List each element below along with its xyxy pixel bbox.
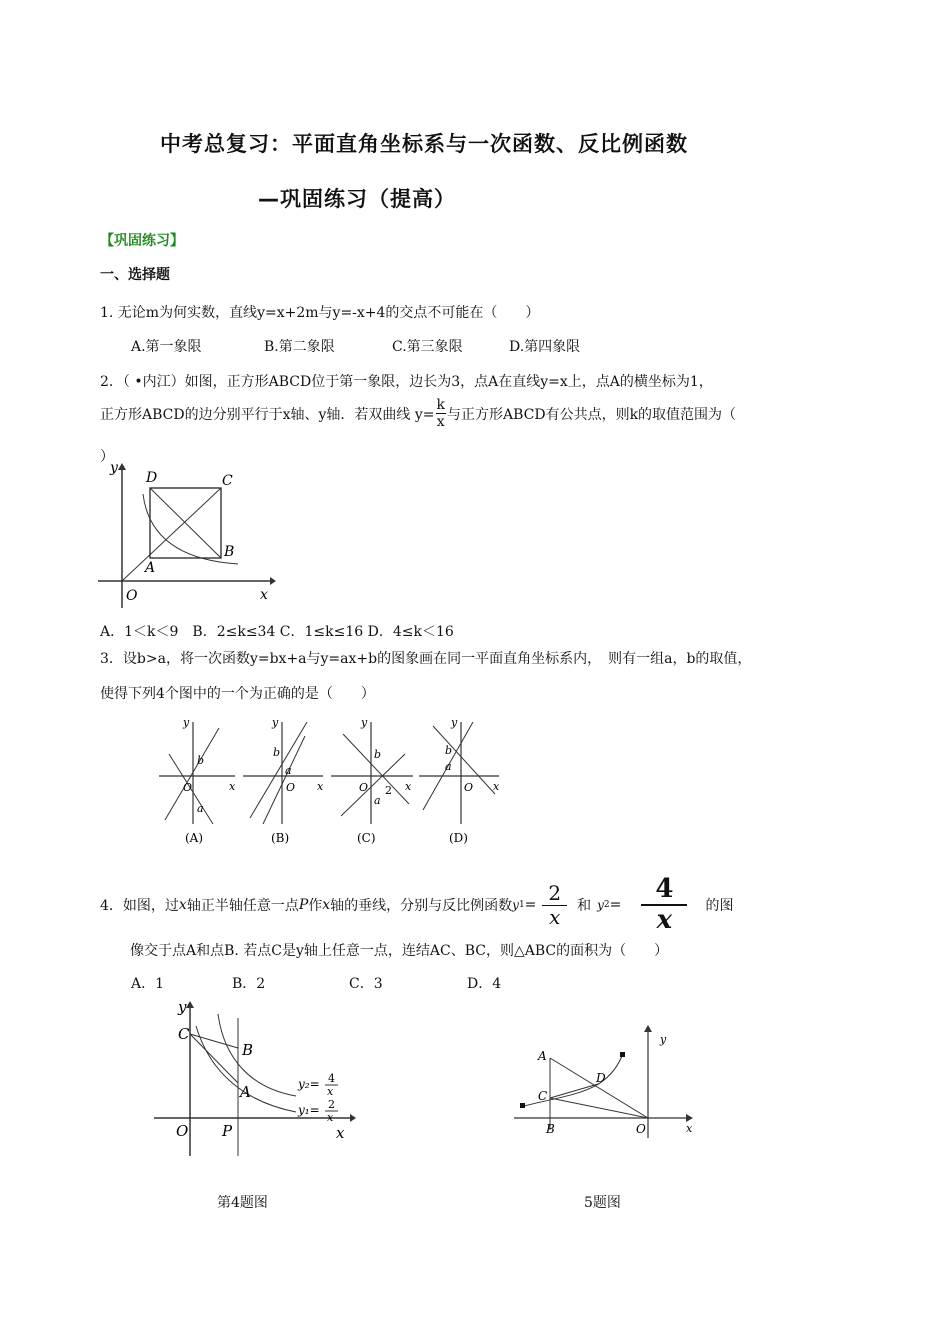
q3-c-label-y: y (361, 716, 368, 729)
q4-line2: 像交于点A和点B. 若点C是y轴上任意一点，连结AC、BC，则△ABC的面积为（ ） (130, 943, 669, 959)
q2-frac-num: k (436, 397, 445, 413)
q4-end: 的图 (705, 897, 734, 914)
q4-option-d: D．4 (467, 976, 502, 992)
q4-label-o: O (176, 1122, 189, 1140)
q3-d-label-x: x (493, 780, 500, 793)
q2-line3: ） (100, 449, 114, 465)
fig5-caption: 5题图 (584, 1195, 621, 1211)
q4-p-var: P (298, 896, 309, 913)
q3-a-label-o: O (183, 781, 193, 794)
q2-options: A．1＜k＜9 B．2≤k≤34 C．1≤k≤16 D．4≤k＜16 (100, 624, 454, 640)
q4-option-a: A．1 (131, 976, 165, 992)
q4-frac2 (641, 876, 687, 933)
q3-c-label-b: b (374, 748, 382, 761)
q3-d-label-b: b (445, 744, 453, 757)
q4-line1 (100, 876, 733, 933)
fig5-label-b: B (546, 1122, 555, 1136)
fig5-label-c: C (538, 1089, 548, 1103)
q4-curve-y2 (218, 1014, 296, 1096)
q3-line2: 使得下列4个图中的一个为正确的是（ ） (100, 686, 375, 702)
q3-d-label-a: a (445, 760, 452, 773)
q3-panel-b (243, 716, 324, 845)
q4-mid3: 轴的垂线，分别与反比例函数 (330, 897, 513, 914)
q4-frac2-den: x (656, 905, 673, 935)
q4-figure (150, 998, 360, 1158)
q4-mid: 轴正半轴任意一点 (186, 897, 299, 914)
q2-line1: 2．（ •内江）如图，正方形ABCD位于第一象限，边长为3，点A在直线y=x上，点A的横坐标为1， (100, 374, 713, 390)
fig5-label-o: O (636, 1122, 646, 1136)
q4-x-arrow (350, 1114, 356, 1122)
q4-curve1-label: y₁= (298, 1103, 320, 1117)
q4-curve2-den: x (327, 1085, 334, 1098)
q2-x-arrow (270, 577, 276, 585)
q3-figures (155, 714, 505, 850)
q4-x-var: x (178, 896, 187, 913)
q3-b-label-a: a (285, 764, 292, 777)
fig5-segment-co (550, 1098, 648, 1118)
q4-label-c: C (178, 1025, 190, 1043)
q3-caption-d: (D) (449, 831, 468, 845)
q2-line-y-eq-x (122, 488, 221, 581)
q2-fraction (436, 398, 446, 429)
q4-frac1-num: 2 (542, 883, 567, 906)
q3-panel-d (419, 716, 500, 845)
q4-label-b: B (242, 1041, 254, 1059)
q4-eq1: = (524, 896, 537, 913)
q4-curve2-num: 4 (328, 1072, 335, 1085)
q4-y2: y (597, 897, 604, 912)
q3-a-label-y: y (183, 716, 190, 729)
fig5-segment-ao (550, 1058, 648, 1118)
q3-caption-a: (A) (185, 831, 204, 845)
q2-label-o: O (126, 588, 138, 604)
q3-b-label-b: b (273, 746, 281, 759)
q3-c-label-x: x (405, 780, 412, 793)
q3-a-label-b: b (197, 754, 205, 767)
q2-label-y: y (110, 460, 118, 476)
q3-panel-a (159, 716, 236, 845)
q3-panel-c (331, 716, 413, 845)
fig5-segment-cd (550, 1084, 598, 1098)
q1-option-b: B.第二象限 (264, 339, 335, 355)
q4-x-var-2: x (322, 896, 331, 913)
q2-label-c: C (222, 473, 233, 489)
q3-b-label-x: x (317, 780, 324, 793)
q1-option-a: A.第一象限 (131, 339, 202, 355)
q3-c-label-o: O (359, 781, 369, 794)
q4-eq2: = (609, 896, 622, 913)
part-label: 一、选择题 (100, 267, 170, 283)
q3-caption-c: (C) (357, 831, 376, 845)
q1-option-d: D.第四象限 (509, 339, 581, 355)
fig5-label-a: A (538, 1049, 547, 1063)
q1-option-c: C.第三象限 (392, 339, 463, 355)
q3-line1: 3．设b>a，将一次函数y=bx+a与y=ax+b的图象画在同一平面直角坐标系内， 则有一组a，b的取值， (100, 651, 752, 667)
q3-d-label-y: y (451, 716, 458, 729)
q1-stem: 1. 无论m为何实数，直线y=x+2m与y=-x+4的交点不可能在（ ） (100, 305, 540, 321)
q2-y-arrow (118, 463, 126, 470)
section-label: 【巩固练习】 (100, 233, 184, 249)
page-subtitle: —巩固练习（提高） (258, 187, 456, 211)
q4-y2-sub: 2 (603, 899, 610, 910)
q2-figure (98, 460, 278, 610)
q2-label-d: D (146, 470, 158, 486)
q3-b-label-y: y (272, 716, 279, 729)
q3-c-label-a: a (374, 794, 381, 807)
q2-line2 (100, 398, 736, 429)
q4-label-y: y (178, 998, 187, 1016)
q2-line2-post: 与正方形ABCD有公共点，则k的取值范围为（ (446, 406, 737, 423)
q3-a-label-x: x (229, 780, 236, 793)
q3-d-label-o: O (464, 781, 474, 794)
q2-frac-den: x (436, 414, 445, 430)
fig5-curve-end-left (520, 1103, 525, 1108)
fig5-curve-end-right (620, 1052, 625, 1057)
fig5-x-arrow (686, 1114, 693, 1122)
q4-frac2-num: 4 (641, 876, 687, 906)
fig5-figure (510, 1022, 700, 1142)
q3-caption-b: (B) (271, 831, 290, 845)
page-title: 中考总复习：平面直角坐标系与一次函数、反比例函数 (160, 132, 688, 156)
fig5-label-d: D (596, 1071, 606, 1085)
q4-caption: 第4题图 (217, 1195, 268, 1211)
fig5-label-y: y (660, 1033, 667, 1046)
q4-mid2: 作 (308, 897, 323, 914)
q4-and: 和 (577, 897, 592, 914)
q4-y-arrow (186, 1001, 194, 1008)
fig5-label-x: x (686, 1122, 693, 1135)
q4-y1-sub: 1 (518, 899, 525, 910)
q4-label-x: x (336, 1124, 345, 1142)
q4-y1: y (512, 897, 519, 912)
q4-pre: 4．如图，过 (100, 897, 179, 914)
q4-frac1-den: x (549, 904, 561, 929)
q4-option-c: C．3 (349, 976, 383, 992)
q4-option-b: B．2 (232, 976, 266, 992)
q4-curve1-den: x (327, 1111, 334, 1124)
q3-b-label-o: O (286, 781, 296, 794)
q4-label-p: P (222, 1122, 233, 1140)
q4-frac1 (542, 880, 567, 929)
q3-a-label-a: a (197, 802, 204, 815)
q2-label-b: B (224, 544, 235, 560)
q4-label-a: A (240, 1083, 251, 1101)
q4-curve1-num: 2 (328, 1098, 335, 1111)
fig5-y-arrow (644, 1025, 652, 1032)
q3-c-label-2: 2 (385, 784, 392, 797)
q2-label-a: A (145, 560, 156, 576)
q2-label-x: x (260, 587, 268, 603)
q2-line2-pre: 正方形ABCD的边分别平行于x轴、y轴．若双曲线 y= (100, 406, 435, 423)
q4-curve2-label: y₂= (298, 1077, 320, 1091)
